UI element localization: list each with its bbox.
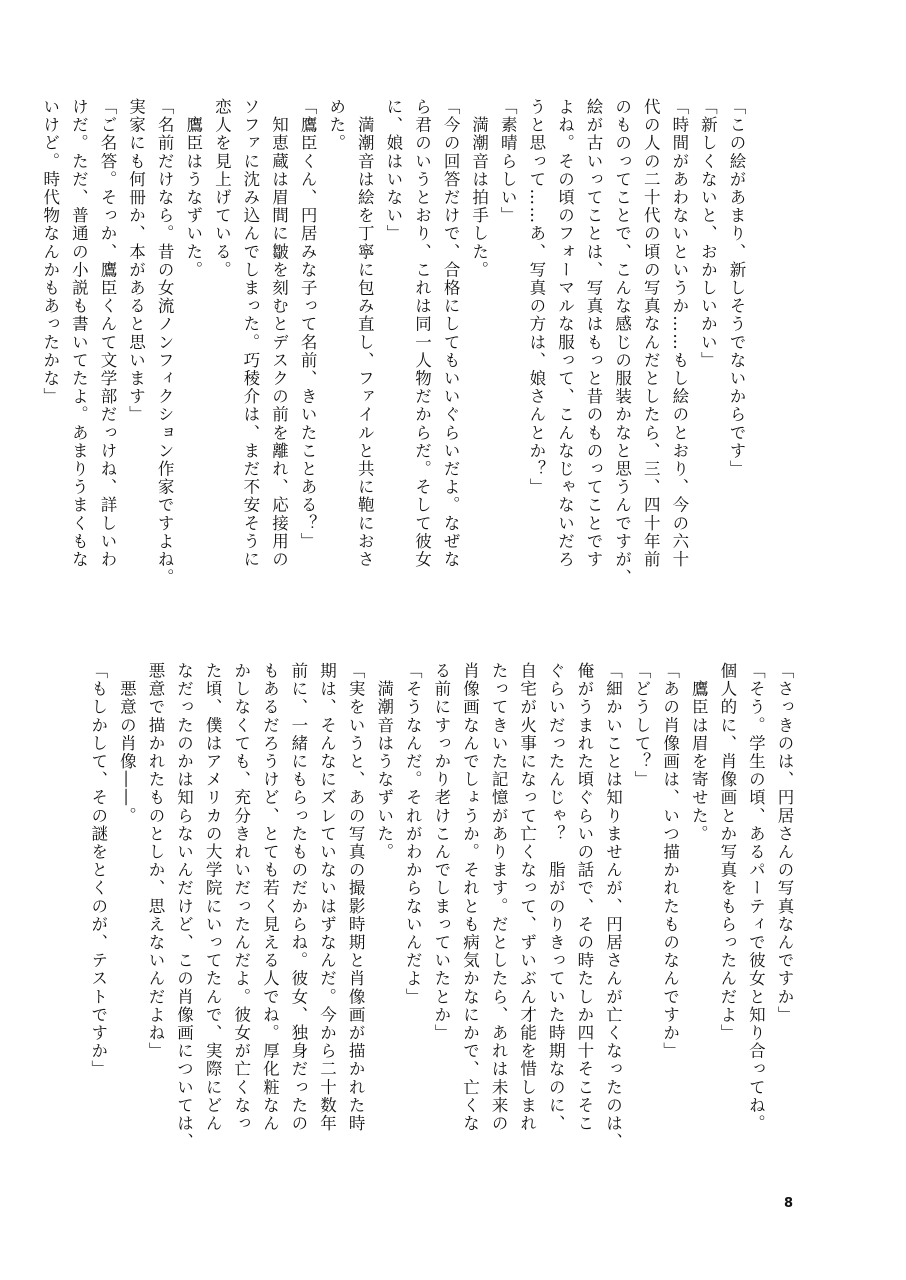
top-block-line: 「この絵があまり、新しそうでないからです」 bbox=[727, 98, 746, 479]
top-block-line: 恋人を見上げている。 bbox=[212, 98, 232, 279]
bottom-block-line: 満潮音はうなずいた。 bbox=[374, 662, 394, 862]
top-block-line: 「ご名答。そっか、鷹臣くんて文学部だっけね、詳しいわ bbox=[97, 98, 117, 569]
bottom-block-line: 俺がうまれた頃ぐらいの話で、その時たしか四十そこそこ bbox=[574, 662, 594, 1133]
top-block-line: 絵が古いってことは、写真はもっと昔のものってことです bbox=[584, 98, 604, 569]
top-block-line: めた。 bbox=[326, 98, 346, 153]
top-block-line: けだ。ただ、普通の小説も書いてたよ。あまりうまくもな bbox=[69, 98, 89, 569]
top-block-line: 「時間があわないというか……もし絵のとおり、今の六十 bbox=[669, 98, 689, 569]
bottom-block-line: る前にすっかり老けこんでしまっていたとか」 bbox=[431, 662, 451, 1043]
page-number: 8 bbox=[784, 1196, 794, 1211]
bottom-block-line: 「さっきのは、円居さんの写真なんですか」 bbox=[775, 662, 794, 1024]
top-block-line: 「名前だけなら。昔の女流ノンフィクション作家ですよね。 bbox=[155, 98, 175, 587]
bottom-block-line: もあるだろうけど、とても若く見える人でね。厚化粧なん bbox=[260, 662, 280, 1133]
top-block-line: 知恵蔵は眉間に皺を刻むとデスクの前を離れ、応接用の bbox=[269, 98, 289, 569]
top-block-line: うと思って……あ、写真の方は、娘さんとか？」 bbox=[526, 98, 546, 497]
bottom-block-line: 自宅が火事になって亡くなって、ずいぶん才能を惜しまれ bbox=[517, 662, 537, 1133]
bottom-block-line: 悪意の肖像――。 bbox=[117, 662, 137, 825]
bottom-block-line: ぐらいだったんじゃ？ 脂がのりきっていた時期なのに、 bbox=[546, 662, 566, 1133]
bottom-block-line: 「そう。学生の頃、あるパーティで彼女と知り合ってね。 bbox=[746, 662, 766, 1133]
bottom-block-line: かしなくても、充分きれいだったんだよ。彼女が亡くなっ bbox=[231, 662, 251, 1133]
bottom-block-line: 「あの肖像画は、いつ描かれたものなんですか」 bbox=[660, 662, 680, 1061]
bottom-block-line: なだったのかは知らないんだけど、この肖像画については、 bbox=[174, 662, 194, 1151]
bottom-block-line: 「細かいことは知りませんが、円居さんが亡くなったのは、 bbox=[603, 662, 623, 1151]
text-block-bottom bbox=[78, 662, 798, 1151]
top-block-line: 「今の回答だけで、合格にしてもいいぐらいだよ。なぜな bbox=[441, 98, 461, 569]
top-block-line: ソファに沈み込んでしまった。巧稜介は、まだ不安そうに bbox=[240, 98, 260, 569]
bottom-block-line: 「そうなんだ。それがわからないんだよ」 bbox=[403, 662, 423, 1006]
top-block-line: 満潮音は絵を丁寧に包み直し、ファイルと共に鞄におさ bbox=[355, 98, 375, 569]
bottom-block-line: 鷹臣は眉を寄せた。 bbox=[689, 662, 709, 843]
top-block-line: 「新しくないと、おかしいかい」 bbox=[698, 98, 718, 370]
top-block-line: よね。その頃のフォーマルな服って、こんなじゃないだろ bbox=[555, 98, 575, 569]
top-block-line: いけど。時代物なんかもあったかな」 bbox=[40, 98, 60, 406]
top-block-line: 代の人の二十代の頃の写真なんだとしたら、三、四十年前 bbox=[641, 98, 661, 569]
top-block-line: 鷹臣はうなずいた。 bbox=[183, 98, 203, 279]
top-block-line: ら君のいうとおり、これは同一人物だからだ。そして彼女 bbox=[412, 98, 432, 569]
top-block-line: に、娘はいない」 bbox=[383, 98, 403, 243]
bottom-block-line: 悪意で描かれたものとしか、思えないんだよね」 bbox=[145, 662, 165, 1061]
bottom-block-line: たってきいた記憶があります。だとしたら、あれは未来の bbox=[489, 662, 509, 1133]
bottom-block-line: 個人的に、肖像画とか写真をもらったんだよ」 bbox=[717, 662, 737, 1043]
bottom-block-line: た頃、僕はアメリカの大学院にいってたんで、実際にどん bbox=[203, 662, 223, 1133]
text-block-top bbox=[40, 98, 750, 610]
top-block-line: 「素晴らしい」 bbox=[498, 98, 518, 225]
bottom-block-line: 「もしかして、その謎をとくのが、テストですか」 bbox=[88, 662, 108, 1079]
bottom-block-line: 「どうして？」 bbox=[632, 662, 652, 789]
top-block-line: のものってことで、こんな感じの服装かなと思うんですが、 bbox=[612, 98, 632, 587]
top-block-line: 満潮音は拍手した。 bbox=[469, 98, 489, 279]
bottom-block-line: 期は、そんなにズレていないはずなんだ。今から二十数年 bbox=[317, 662, 337, 1133]
top-block-line: 「鷹臣くん、円居みな子って名前、きいたことある？」 bbox=[298, 98, 318, 551]
bottom-block-line: 「実をいうと、あの写真の撮影時期と肖像画が描かれた時 bbox=[346, 662, 366, 1133]
bottom-block-line: 肖像画なんでしょうか。それとも病気かなにかで、亡くな bbox=[460, 662, 480, 1133]
top-block-line: 実家にも何冊か、本があると思います」 bbox=[126, 98, 146, 424]
bottom-block-line: 前に、一緒にもらったものだからね。彼女、独身だったの bbox=[288, 662, 308, 1133]
